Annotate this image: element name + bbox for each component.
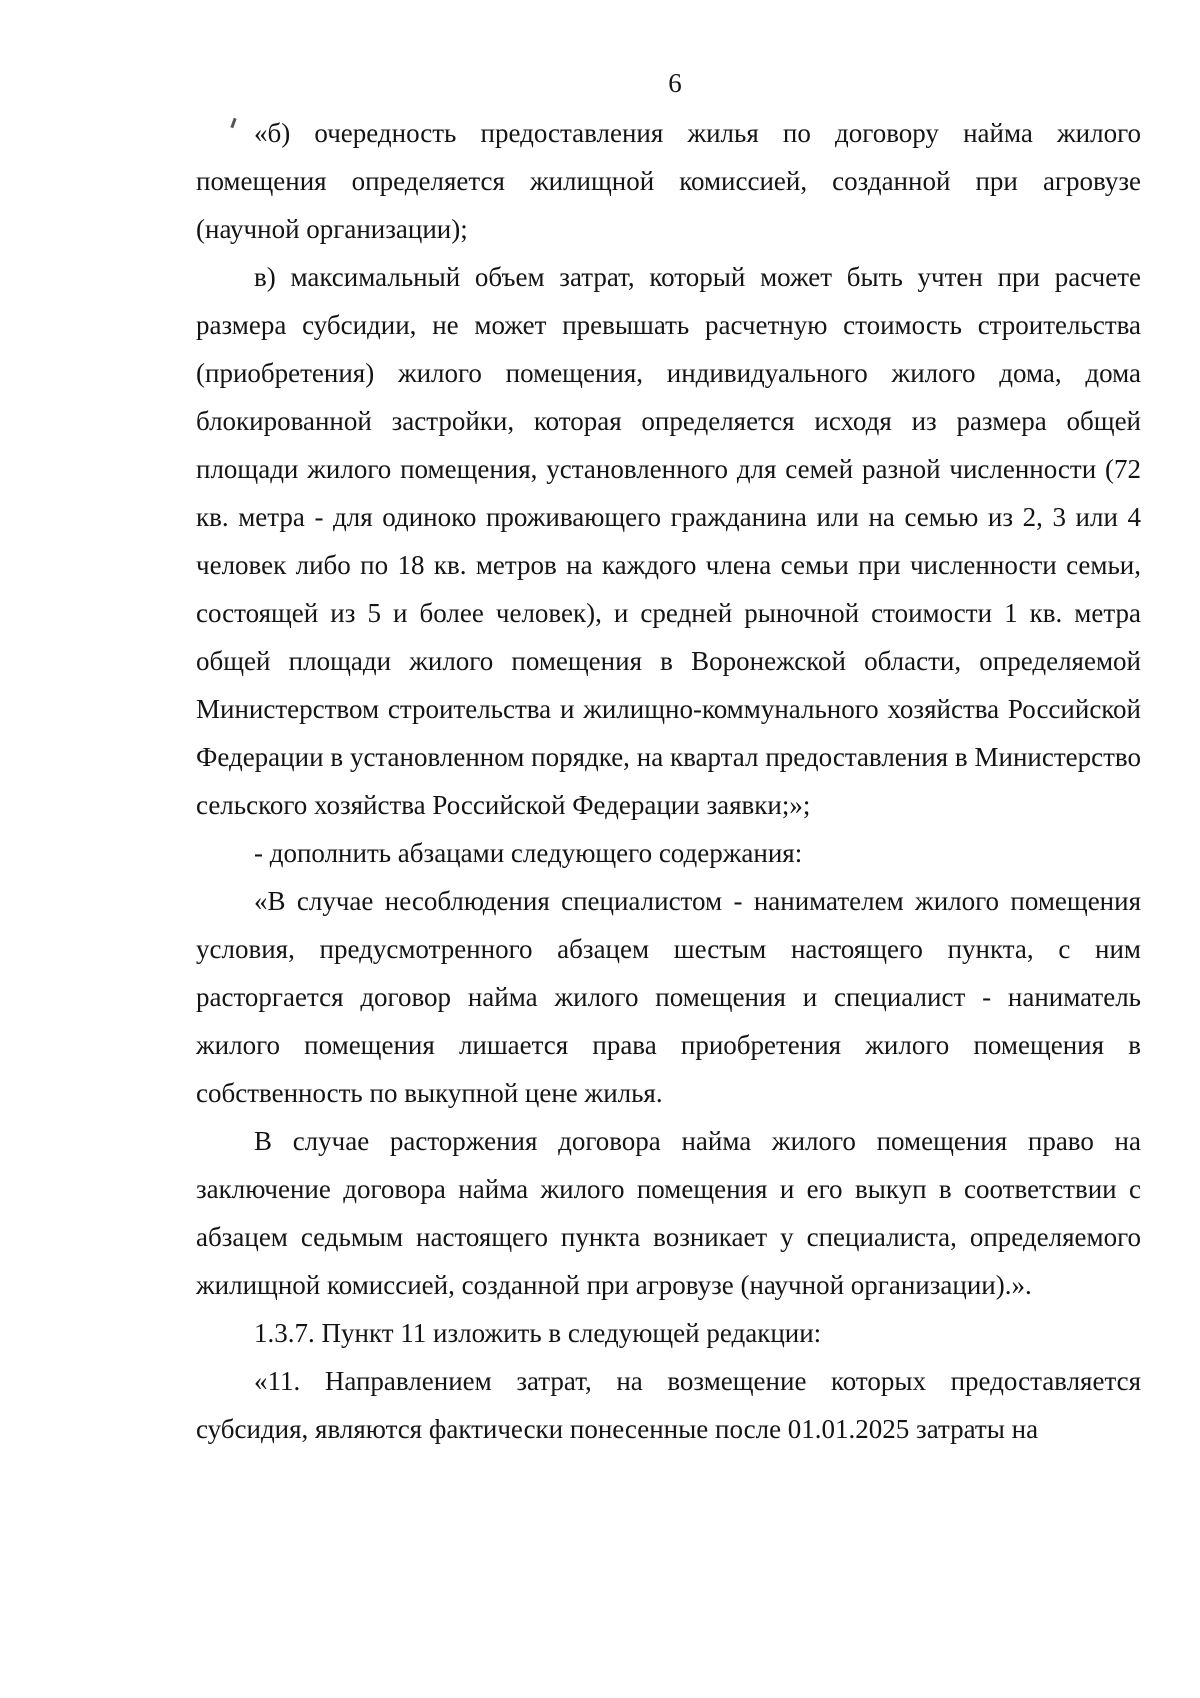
paragraph-termination: В случае расторжения договора найма жилого помещения право на заключение договора найма жилого помещения и его выкуп в соответствии с абзацем седьмым настоящего пункта возникает у специалиста, определяемого жилищной комиссией, созданной при агровузе (научной организации).». <box>196 1126 1141 1300</box>
paragraph-b: «б) очередность предоставления жилья по договору найма жилого помещения определяется жилищной комиссией, созданной при агровузе (научной организации); <box>196 118 1141 244</box>
paragraph-clause-1-3-7: 1.3.7. Пункт 11 изложить в следующей редакции: <box>254 1318 822 1348</box>
paragraph-clause-11: «11. Направлением затрат, на возмещение которых предоставляется субсидия, являются фактически понесенные после 01.01.2025 затраты на <box>196 1366 1141 1444</box>
paragraph-supplement-intro: - дополнить абзацами следующего содержания: <box>254 838 803 868</box>
document-body <box>196 109 1141 1453</box>
paragraph-noncompliance: «В случае несоблюдения специалистом - нанимателем жилого помещения условия, предусмотренного абзацем шестым настоящего пункта, с ним расторгается договор найма жилого помещения и специалист - наниматель жилого помещения лишается права приобретения жилого помещения в собственность по выкупной цене жилья. <box>196 886 1141 1108</box>
paragraph-v: в) максимальный объем затрат, который может быть учтен при расчете размера субсидии, не может превышать расчетную стоимость строительства (приобретения) жилого помещения, индивидуального жилого дома, дома блокированной застройки, которая определяется исходя из размера общей площади жилого помещения, установленного для семей разной численности (72 кв. метра - для одиноко проживающего гражданина или на семью из 2, 3 или 4 человек либо по 18 кв. метров на каждого члена семьи при численности семьи, состоящей из 5 и более человек), и средней рыночной стоимости 1 кв. метра общей площади жилого помещения в Воронежской области, определяемой Министерством строительства и жилищно-коммунального хозяйства Российской Федерации в установленном порядке, на квартал предоставления в Министерство сельского хозяйства Российской Федерации заявки;»; <box>196 262 1141 820</box>
page-number: 6 <box>668 68 682 98</box>
